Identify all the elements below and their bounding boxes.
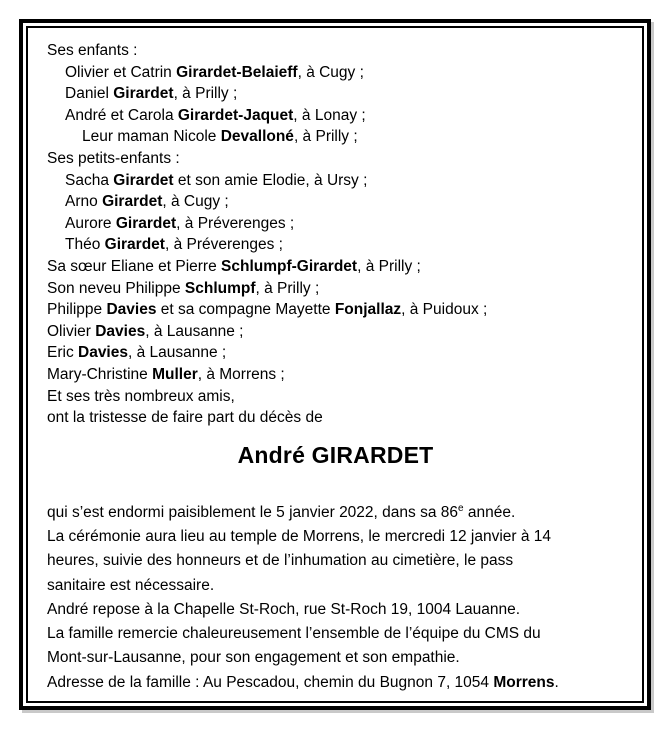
family-line (47, 321, 636, 343)
surname-bold: Schlumpf (184, 279, 256, 297)
text-run: , à Préverenges ; (164, 236, 283, 254)
surname-bold: Davies (95, 322, 146, 340)
surname-bold: Muller (152, 365, 198, 383)
family-line (47, 407, 636, 429)
text-run: Daniel (65, 85, 114, 103)
text-run: . (554, 673, 559, 691)
text-run: , à Morrens ; (197, 365, 285, 383)
surname-bold: Girardet (113, 85, 174, 103)
family-line (47, 148, 636, 170)
text-run: , à Lausanne ; (145, 322, 244, 340)
text-run: , à Puidoux ; (401, 301, 488, 319)
text-run: , à Cugy ; (297, 63, 364, 81)
text-run: Ses petits-enfants : (47, 149, 180, 167)
family-line (47, 40, 636, 62)
text-run: La cérémonie aura lieu au temple de Morrens, le mercredi 12 janvier à 14 (47, 527, 552, 545)
text-run: Mont-sur-Lausanne, pour son engagement et son empathie. (47, 649, 460, 667)
text-run: , à Lausanne ; (127, 344, 227, 362)
detail-line (47, 574, 636, 598)
surname-bold: Schlumpf-Girardet (221, 257, 358, 275)
surname-bold: Girardet (113, 171, 174, 189)
text-run: Mary-Christine (47, 365, 153, 383)
surname-bold: Davies (106, 301, 157, 319)
detail-line (47, 646, 636, 670)
family-line (47, 126, 636, 148)
surname-bold: Devalloné (220, 128, 294, 146)
detail-line (47, 525, 636, 549)
text-run: Arno (65, 193, 103, 211)
family-line (47, 256, 636, 278)
surname-bold: Girardet (115, 214, 177, 232)
text-run: Eric (47, 344, 78, 362)
deceased-name: André GIRARDET (237, 441, 434, 468)
family-line (47, 299, 636, 321)
detail-line (47, 549, 636, 573)
text-run: ont la tristesse de faire part du décès de (47, 409, 323, 427)
family-line (47, 213, 636, 235)
detail-line (47, 598, 636, 622)
ordinal-superscript: e (458, 502, 464, 514)
detail-line (47, 501, 636, 525)
text-run: Aurore (65, 214, 116, 232)
surname-bold: Girardet (104, 236, 165, 254)
text-run: Ses enfants : (47, 42, 138, 59)
family-line (47, 191, 636, 213)
text-run: Leur maman Nicole (82, 128, 221, 146)
text-run: et sa compagne Mayette (156, 301, 335, 319)
funeral-details (47, 501, 636, 695)
surname-bold: Fonjallaz (334, 301, 402, 319)
text-run: année. (463, 503, 516, 521)
text-run: , à Préverenges ; (176, 214, 295, 232)
family-list (47, 40, 636, 429)
text-run: Olivier (47, 322, 96, 340)
surname-bold: Girardet (102, 193, 163, 211)
detail-line (47, 671, 636, 695)
text-run: , à Prilly ; (293, 128, 358, 146)
death-notice-frame (19, 19, 651, 710)
text-run: , à Prilly ; (357, 257, 421, 275)
text-run: sanitaire est nécessaire. (47, 576, 215, 594)
text-run: , à Cugy ; (162, 193, 229, 211)
family-line (47, 386, 636, 408)
text-run: heures, suivie des honneurs et de l’inhumation au cimetière, le pass (47, 552, 514, 570)
family-line (47, 234, 636, 256)
family-line (47, 105, 636, 127)
text-run: Adresse de la famille : Au Pescadou, chemin du Bugnon 7, 1054 (47, 673, 494, 691)
family-line (47, 278, 636, 300)
surname-bold: Girardet-Belaieff (176, 63, 298, 81)
text-run: , à Prilly ; (173, 85, 238, 103)
text-run: qui s’est endormi paisiblement le 5 janvier 2022, dans sa 86 (47, 503, 458, 521)
text-run: Son neveu Philippe (47, 279, 185, 297)
text-run: Théo (65, 236, 105, 254)
text-run: André et Carola (65, 106, 178, 124)
family-line (47, 342, 636, 364)
text-run: Sacha (65, 171, 114, 189)
surname-bold: Girardet-Jaquet (177, 106, 294, 124)
text-run: et son amie Elodie, à Ursy ; (173, 171, 368, 189)
text-run: , à Prilly ; (255, 279, 320, 297)
family-line (47, 364, 636, 386)
text-run: Et ses très nombreux amis, (47, 387, 235, 405)
text-run: , à Lonay ; (293, 106, 366, 124)
text-run: André repose à la Chapelle St-Roch, rue St-Roch 19, 1004 Lauanne. (47, 600, 521, 618)
text-run: Philippe (47, 301, 107, 319)
text-run: Sa sœur Eliane et Pierre (47, 257, 222, 275)
family-line (47, 83, 636, 105)
surname-bold: Morrens (493, 673, 555, 691)
text-run: La famille remercie chaleureusement l’ensemble de l’équipe du CMS du (47, 625, 541, 643)
detail-line (47, 622, 636, 646)
surname-bold: Davies (78, 344, 128, 362)
family-line (47, 62, 636, 84)
text-run: Olivier et Catrin (65, 63, 177, 81)
death-notice-inner-border (26, 26, 644, 703)
family-line (47, 170, 636, 192)
